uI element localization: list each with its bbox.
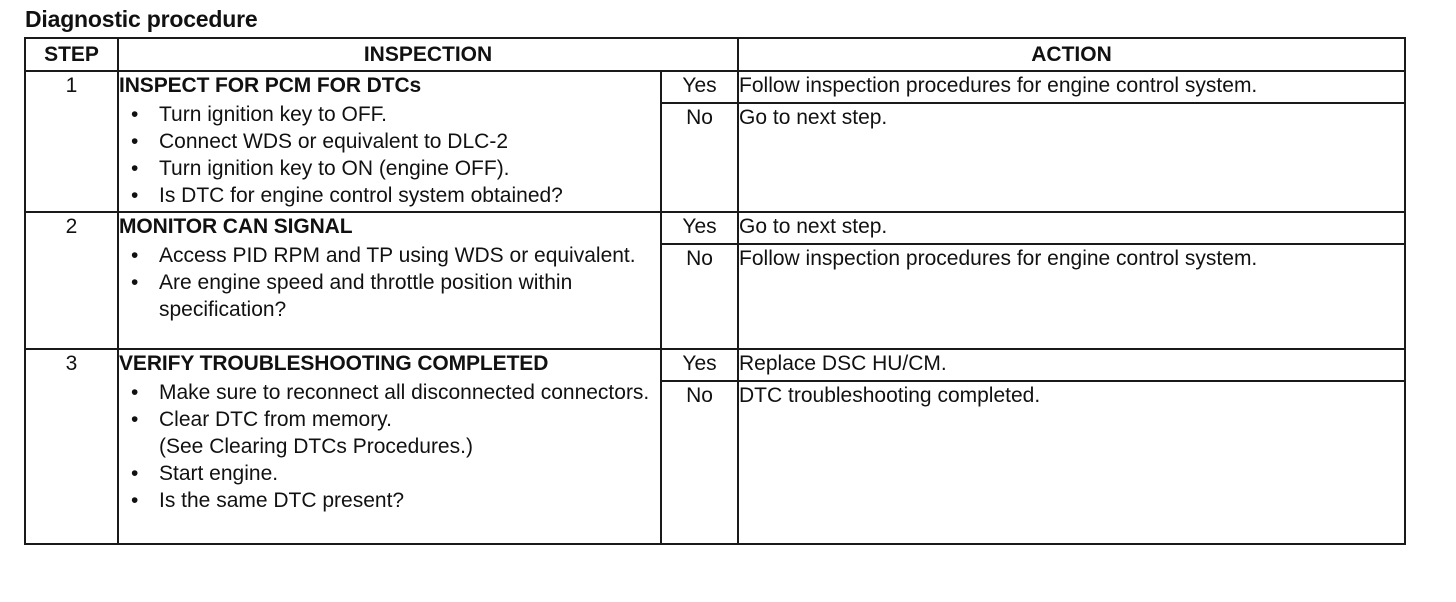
inspection-list: [119, 242, 660, 323]
inspection-item: [119, 487, 660, 514]
step-header: STEP: [25, 38, 118, 71]
bullet-icon: •: [131, 381, 139, 404]
inspection-item-text: Connect WDS or equivalent to DLC-2: [159, 130, 508, 153]
bullet-icon: •: [131, 103, 139, 126]
inspection-item: [119, 128, 660, 155]
step-2-yes-row: [25, 212, 1405, 244]
inspection-item-text: Turn ignition key to OFF.: [159, 103, 387, 126]
action-header: ACTION: [738, 38, 1405, 71]
yes-label: Yes: [661, 212, 738, 244]
inspection-item: [119, 155, 660, 182]
inspection-title: INSPECT FOR PCM FOR DTCs: [119, 74, 422, 97]
no-label: No: [661, 244, 738, 349]
header-row: [25, 38, 1405, 71]
step-number: 2: [25, 212, 118, 349]
inspection-title: VERIFY TROUBLESHOOTING COMPLETED: [119, 352, 549, 375]
no-label: No: [661, 103, 738, 212]
yes-label: Yes: [661, 71, 738, 103]
bullet-icon: •: [131, 271, 139, 294]
yes-action: Replace DSC HU/CM.: [738, 349, 1405, 381]
step-1-yes-row: [25, 71, 1405, 103]
inspection-item: [119, 242, 660, 269]
bullet-icon: •: [131, 408, 139, 431]
inspection-cell: [118, 71, 661, 212]
no-action: Go to next step.: [738, 103, 1405, 212]
inspection-item-text: Clear DTC from memory.: [159, 408, 392, 431]
inspection-cell: [118, 212, 661, 349]
inspection-header: INSPECTION: [118, 38, 738, 71]
inspection-list: [119, 101, 660, 209]
inspection-item-text: Is DTC for engine control system obtained?: [159, 184, 563, 207]
step-3-yes-row: [25, 349, 1405, 381]
inspection-title: MONITOR CAN SIGNAL: [119, 215, 353, 238]
page-title: Diagnostic procedure: [25, 6, 258, 32]
bullet-icon: •: [131, 157, 139, 180]
inspection-item-text: Start engine.: [159, 462, 279, 485]
yes-action: Go to next step.: [738, 212, 1405, 244]
inspection-item-text: Is the same DTC present?: [159, 489, 405, 512]
no-action: DTC troubleshooting completed.: [738, 381, 1405, 544]
inspection-item: [119, 460, 660, 487]
yes-action: Follow inspection procedures for engine control system.: [738, 71, 1405, 103]
inspection-item-text: Access PID RPM and TP using WDS or equivalent.: [159, 244, 636, 267]
no-label: No: [661, 381, 738, 544]
inspection-item-continuation: [119, 433, 660, 460]
inspection-cell: [118, 349, 661, 544]
inspection-list: [119, 379, 660, 514]
bullet-icon: •: [131, 244, 139, 267]
inspection-item-text: Make sure to reconnect all disconnected connectors.: [159, 381, 650, 404]
yes-label: Yes: [661, 349, 738, 381]
bullet-icon: •: [131, 462, 139, 485]
bullet-icon: •: [131, 184, 139, 207]
inspection-item: [119, 379, 660, 406]
inspection-item-text: Are engine speed and throttle position within specification?: [159, 271, 573, 321]
inspection-item: [119, 406, 660, 433]
inspection-item-text: Turn ignition key to ON (engine OFF).: [159, 157, 510, 180]
step-number: 3: [25, 349, 118, 544]
inspection-item: [119, 101, 660, 128]
inspection-item-text: (See Clearing DTCs Procedures.): [159, 435, 473, 458]
diagnostic-table: [24, 37, 1406, 545]
no-action: Follow inspection procedures for engine control system.: [738, 244, 1405, 349]
bullet-icon: •: [131, 130, 139, 153]
bullet-icon: •: [131, 489, 139, 512]
inspection-item: [119, 182, 660, 209]
step-number: 1: [25, 71, 118, 212]
inspection-item: [119, 269, 660, 323]
